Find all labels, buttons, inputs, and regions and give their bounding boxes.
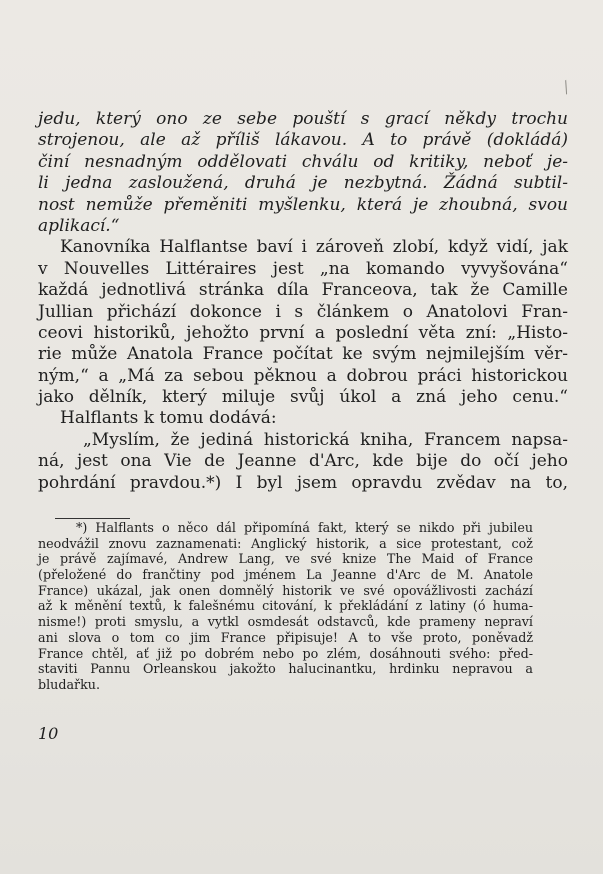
footnote-line: nisme!) proti smyslu, a vytkl osmdesát odstavců, kde prameny nepraví (38, 614, 533, 630)
footnote-line: France) ukázal, jak onen domnělý historik ve své opovážlivosti zachází (38, 582, 533, 598)
footnote-line: France chtěl, ať již po dobrém nebo po zlém, dosáhnouti svého: před- (38, 645, 533, 661)
text-line: ceovi historiků, jehožto první a poslední věta zní: „Histo- (38, 322, 568, 343)
text-line: v Nouvelles Littéraires jest „na komando vyvyšována“ (38, 258, 568, 279)
text-line: jako dělník, který miluje svůj úkol a zná jeho cenu.“ (38, 387, 568, 408)
text-line: li jedna zasloužená, druhá je nezbytná. Žádná subtil- (38, 173, 568, 194)
footnote-divider (55, 518, 130, 519)
text-line: Kanovníka Halflantse baví i zároveň zlobí, když vidí, jak (60, 237, 568, 258)
text-line: ná, jest ona Vie de Jeanne d'Arc, kde bije do očí jeho (38, 451, 568, 472)
text-line: Halflants k tomu dodává: (60, 408, 277, 429)
text-line: rie může Anatola France počítat ke svým nejmilejším věr- (38, 344, 568, 365)
footnote-line: bludařku. (38, 676, 100, 692)
footnote-line: až k měnění textů, k falešnému citování, k překládání z latiny (ó huma- (38, 598, 533, 614)
pencil-mark: ⁄ (560, 78, 574, 97)
footnote-text (38, 520, 533, 693)
text-line: jedu, který ono ze sebe pouští s grací někdy trochu (38, 109, 568, 129)
text-line: strojenou, ale až příliš lákavou. A to právě (dokládá) (38, 130, 568, 151)
footnote-line: *) Halflants o něco dál připomíná fakt, který se nikdo při jubileu (76, 520, 533, 535)
text-line: nost nemůže přeměniti myšlenku, která je zhoubná, svou (38, 194, 568, 215)
footnote-line: neodvážil znovu zaznamenati: Anglický historik, a sice protestant, což (38, 535, 533, 551)
footnote-line: je právě zajímavé, Andrew Lang, ve své knize The Maid of France (38, 551, 533, 567)
footnote-line: (přeložené do frančtiny pod jménem La Jeanne d'Arc de M. Anatole (38, 567, 533, 583)
text-line: každá jednotlivá stránka díla Franceova, tak že Camille (38, 280, 568, 301)
footnote-line: ani slova o tom co jim France připisuje! A to vše proto, poněvadž (38, 629, 533, 645)
text-line: „Myslím, že jediná historická kniha, Francem napsa- (83, 429, 568, 450)
text-line: Jullian přichází dokonce i s článkem o Anatolovi Fran- (38, 301, 568, 322)
footnote-line: staviti Pannu Orleanskou jakožto halucinantku, hrdinku nepravou a (38, 661, 533, 677)
text-line: aplikací.“ (38, 215, 120, 236)
text-line: ným,“ a „Má za sebou pěknou a dobrou práci historickou (38, 365, 568, 386)
text-line: pohrdání pravdou.*) I byl jsem opravdu zvědav na to, (38, 472, 568, 493)
text-line: činí nesnadným oddělovati chválu od kritiky, neboť je- (38, 151, 568, 172)
main-text (38, 109, 568, 494)
page-number: 10 (38, 724, 59, 743)
